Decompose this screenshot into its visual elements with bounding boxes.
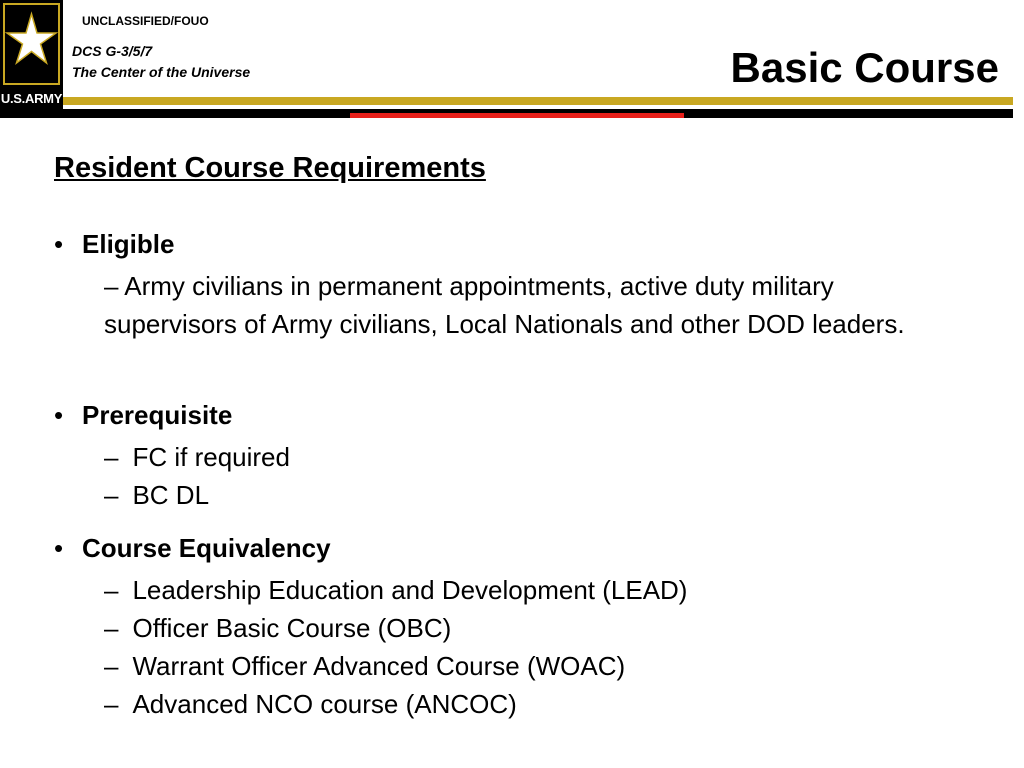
bullet-icon: •	[54, 533, 64, 563]
section-course-equivalency	[54, 533, 954, 723]
list-item: – Officer Basic Course (OBC)	[104, 613, 452, 643]
slide-title: Basic Course	[730, 44, 999, 91]
slide-subtitle: Resident Course Requirements	[54, 152, 486, 184]
list-item: – Advanced NCO course (ANCOC)	[104, 689, 517, 719]
section-heading: Prerequisite	[82, 400, 233, 430]
bullet-icon: •	[54, 400, 64, 430]
classification-label: UNCLASSIFIED/FOUO	[82, 14, 209, 28]
army-logo	[0, 0, 63, 118]
bullet-icon: •	[54, 229, 64, 259]
list-item: – Warrant Officer Advanced Course (WOAC)	[104, 651, 626, 681]
list-item: – BC DL	[104, 480, 210, 510]
header-red-accent	[350, 113, 684, 118]
section-text: – Army civilians in permanent appointments, active duty military supervisors of Army civilians, Local Nationals and other DOD leaders.	[104, 271, 905, 339]
section-heading: Eligible	[82, 229, 175, 259]
org-tagline: The Center of the Universe	[72, 64, 251, 80]
header-gold-bar	[63, 97, 1013, 105]
list-item: – FC if required	[104, 442, 290, 472]
section-eligible	[54, 229, 954, 343]
logo-text: U.S.ARMY	[0, 91, 63, 106]
section-prerequisite	[54, 400, 954, 514]
list-item: – Leadership Education and Development (LEAD)	[104, 575, 688, 605]
org-name: DCS G-3/5/7	[72, 43, 153, 59]
section-heading: Course Equivalency	[82, 533, 331, 563]
